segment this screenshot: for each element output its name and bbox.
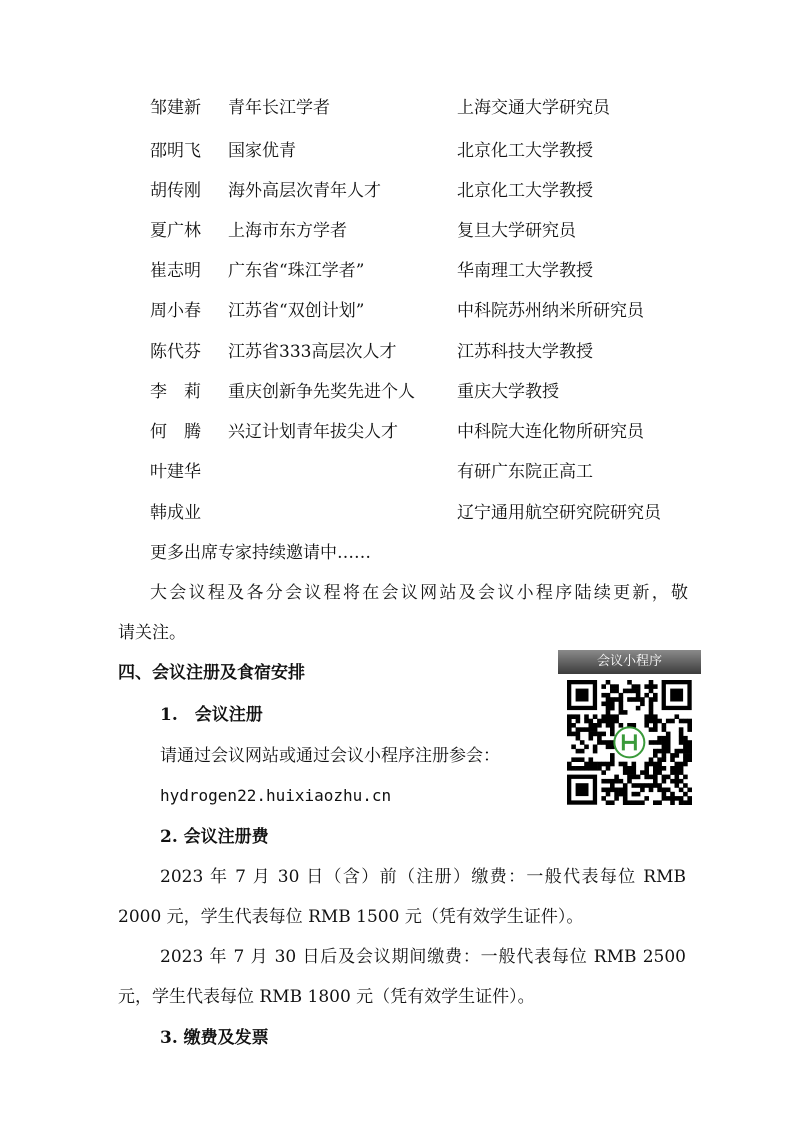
expert-institution: 江苏科技大学教授: [457, 342, 593, 362]
expert-name: 邹建新: [150, 98, 201, 118]
expert-title: 上海市东方学者: [228, 221, 347, 241]
expert-institution: 辽宁通用航空研究院研究员: [457, 503, 661, 523]
expert-title: 国家优青: [228, 141, 296, 161]
expert-name: 邵明飞: [150, 141, 201, 161]
section4-heading: 四、会议注册及食宿安排: [118, 663, 305, 683]
sub2-heading: 2. 会议注册费: [160, 827, 269, 847]
expert-title: 海外高层次青年人才: [228, 181, 381, 201]
expert-institution: 上海交通大学研究员: [457, 98, 610, 118]
expert-institution: 有研广东院正高工: [457, 462, 593, 482]
expert-institution: 北京化工大学教授: [457, 181, 593, 201]
expert-institution: 华南理工大学教授: [457, 261, 593, 281]
fee2-line2: 元，学生代表每位 RMB 1800 元（凭有效学生证件）。: [118, 987, 535, 1007]
expert-title: 广东省“珠江学者”: [228, 261, 365, 281]
sub1-heading: 1. 会议注册: [160, 705, 263, 725]
fee1-line2: 2000 元，学生代表每位 RMB 1500 元（凭有效学生证件）。: [118, 907, 584, 927]
expert-title: 兴辽计划青年拔尖人才: [228, 422, 398, 442]
qr-code-panel: [558, 650, 701, 812]
expert-name: 李 莉: [150, 382, 201, 402]
agenda-text-line2: 请关注。: [118, 623, 186, 643]
expert-institution: 中科院苏州纳米所研究员: [457, 301, 644, 321]
expert-institution: 中科院大连化物所研究员: [457, 422, 644, 442]
register-url[interactable]: hydrogen22.huixiaozhu.cn: [160, 786, 392, 805]
fee1-line1: 2023 年 7 月 30 日（含）前（注册）缴费：一般代表每位 RMB: [160, 867, 686, 887]
expert-name: 叶建华: [150, 462, 201, 482]
expert-name: 崔志明: [150, 261, 201, 281]
expert-title: 重庆创新争先奖先进个人: [228, 382, 415, 402]
expert-title: 江苏省“双创计划”: [228, 301, 365, 321]
expert-name: 胡传刚: [150, 181, 201, 201]
expert-name: 韩成业: [150, 503, 201, 523]
expert-name: 夏广林: [150, 221, 201, 241]
expert-institution: 北京化工大学教授: [457, 141, 593, 161]
sub3-heading: 3. 缴费及发票: [160, 1028, 269, 1048]
qr-label: 会议小程序: [558, 650, 701, 674]
register-instructions: 请通过会议网站或通过会议小程序注册参会：: [160, 746, 500, 766]
expert-institution: 复旦大学研究员: [457, 221, 576, 241]
more-experts-text: 更多出席专家持续邀请中……: [150, 543, 371, 563]
qr-code-image[interactable]: [558, 674, 701, 812]
expert-institution: 重庆大学教授: [457, 382, 559, 402]
expert-name: 何 腾: [150, 422, 201, 442]
expert-name: 周小春: [150, 301, 201, 321]
fee2-line1: 2023 年 7 月 30 日后及会议期间缴费：一般代表每位 RMB 2500: [160, 947, 686, 967]
expert-name: 陈代芬: [150, 342, 201, 362]
qr-code-icon: [558, 674, 701, 812]
expert-title: 青年长江学者: [228, 98, 330, 118]
expert-title: 江苏省333高层次人才: [228, 342, 397, 362]
agenda-text-line1: 大会议程及各分会议程将在会议网站及会议小程序陆续更新，敬: [150, 583, 688, 603]
